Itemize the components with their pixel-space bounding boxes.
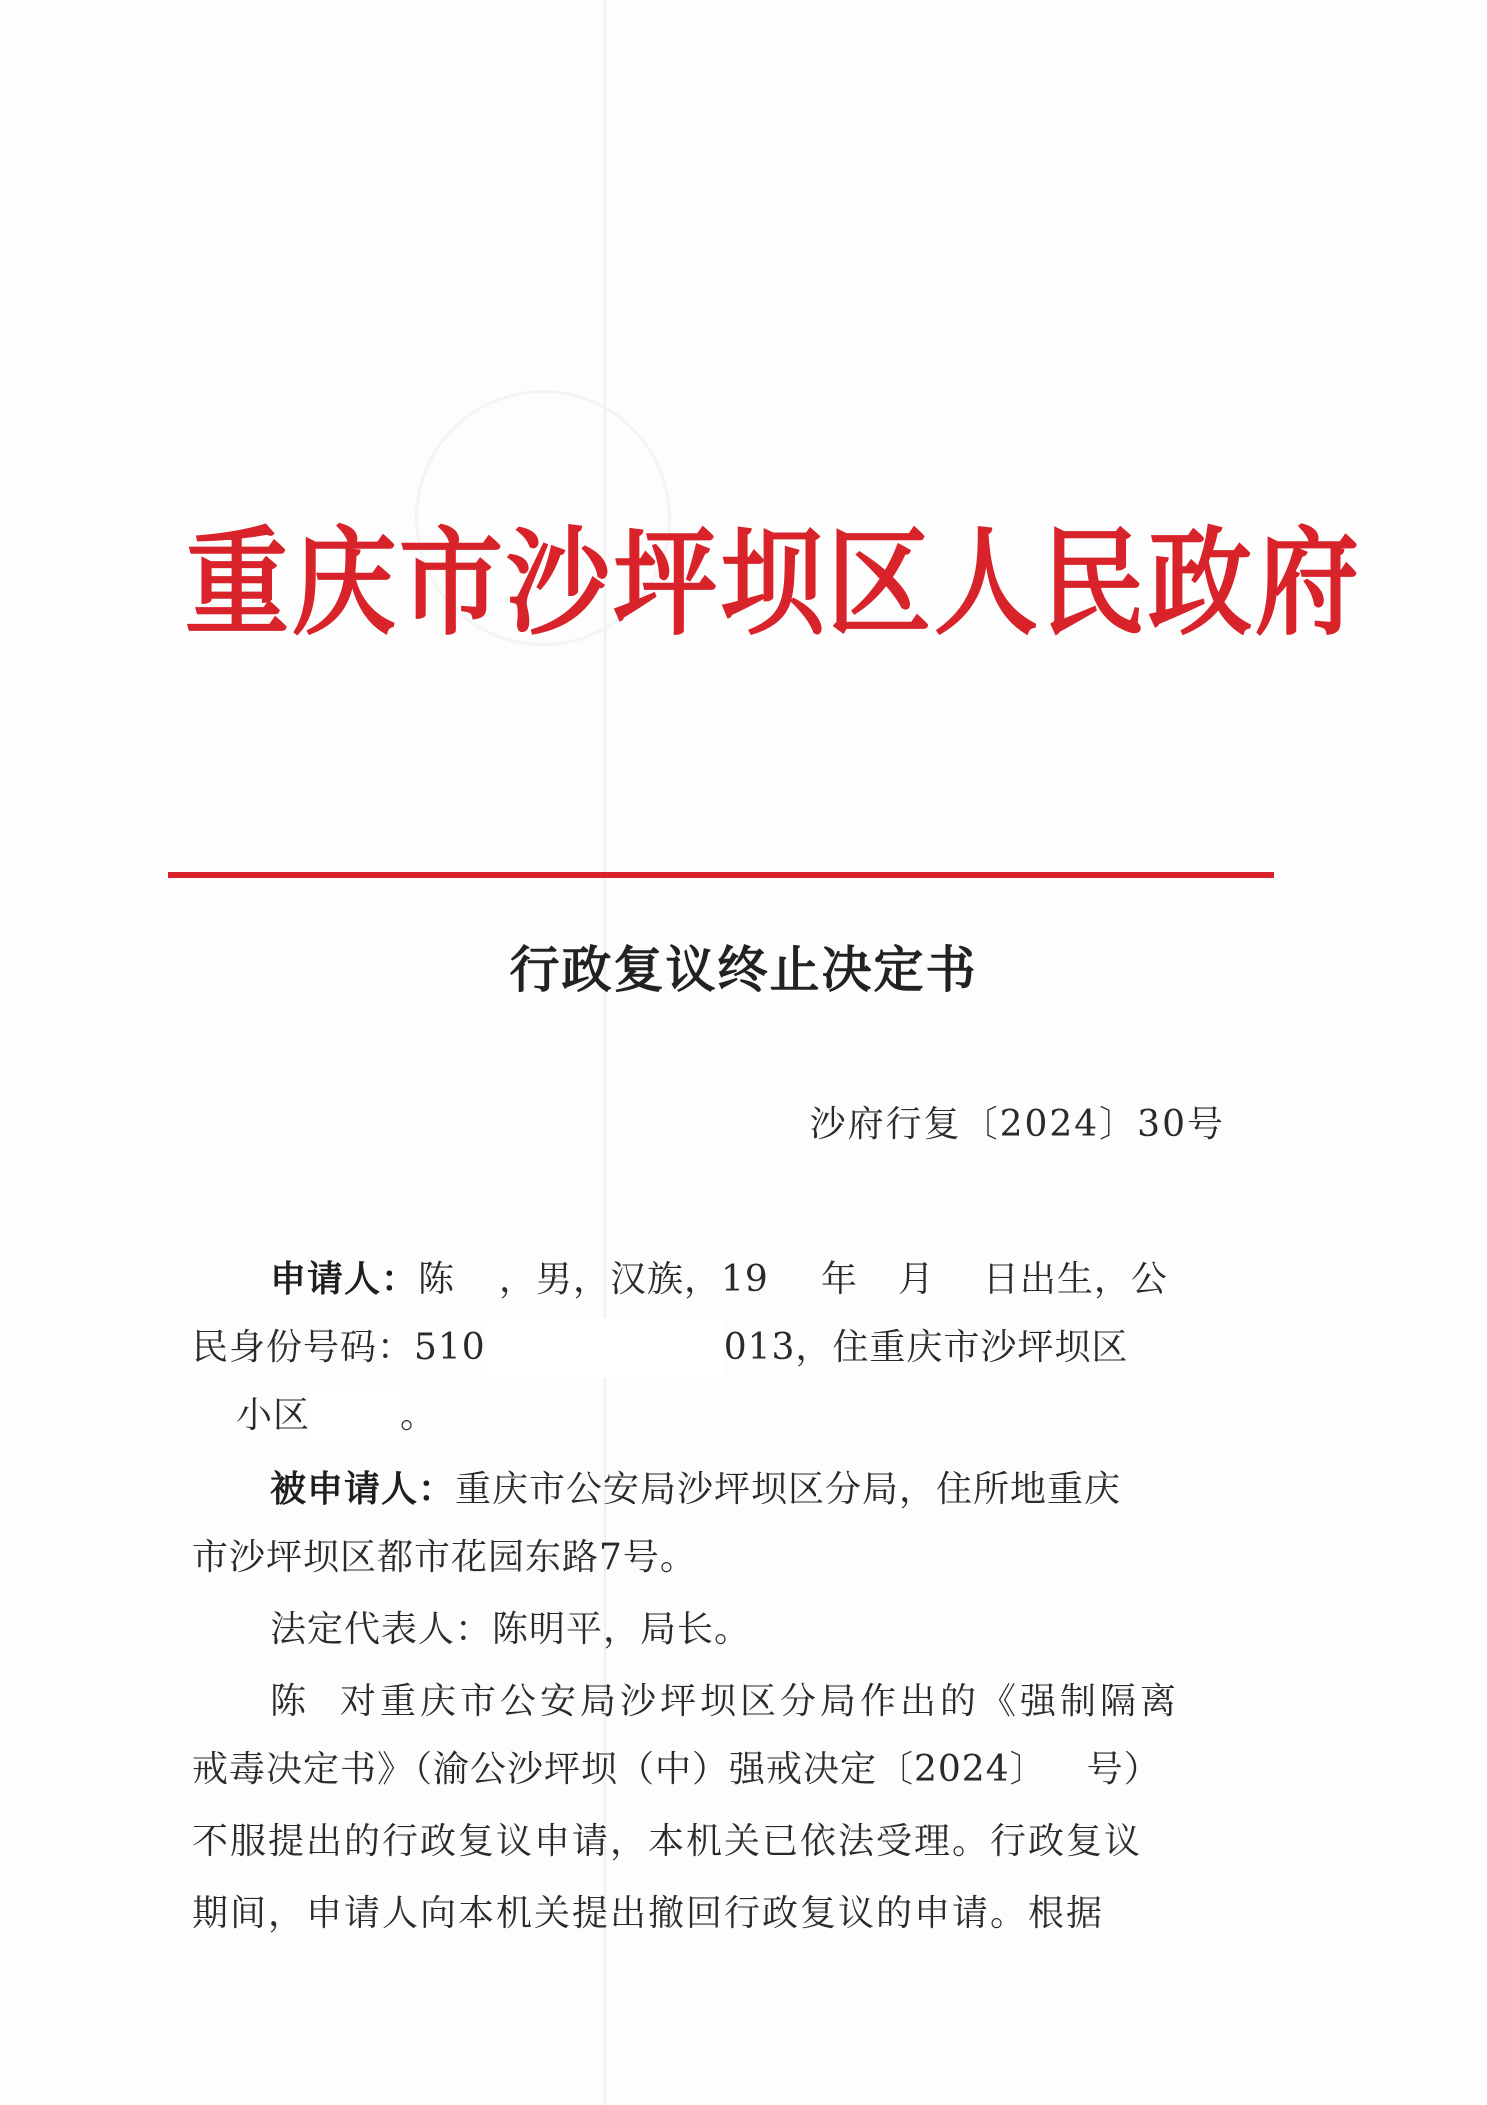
- document-number: 沙府行复〔2024〕30号: [809, 1104, 1225, 1145]
- letterhead-issuer: 重庆市沙坪坝区人民政府: [185, 513, 1363, 652]
- respondent-line-2: 市沙坪坝区都市花园东路7号。: [192, 1537, 697, 1578]
- body-line-3: 不服提出的行政复议申请，本机关已依法受理。行政复议: [192, 1821, 1143, 1862]
- letterhead-red-rule: [168, 872, 1274, 878]
- applicant-label: 申请人：: [270, 1259, 419, 1300]
- legal-representative: 法定代表人：陈明平，局长。: [270, 1609, 752, 1650]
- redaction-block: [486, 1318, 724, 1378]
- body-line-4: 期间，申请人向本机关提出撤回行政复议的申请。根据: [192, 1893, 1105, 1934]
- respondent-line-1: 被申请人：重庆市公安局沙坪坝区分局，住所地重庆: [270, 1469, 1122, 1510]
- applicant-line-2: 民身份号码：510 013，住重庆市沙坪坝区: [192, 1318, 1128, 1378]
- body-line-2: 戒毒决定书》（渝公沙坪坝（中）强戒决定〔2024〕 号）: [192, 1749, 1161, 1790]
- applicant-line-1: 申请人：陈 ，男，汉族，19 年 月 日出生，公: [270, 1259, 1168, 1300]
- applicant-line-3: 小区 。: [192, 1386, 437, 1446]
- document-title: 行政复议终止决定书: [509, 940, 978, 999]
- redaction-block: [310, 1386, 400, 1446]
- body-line-1: 陈 对重庆市公安局沙坪坝区分局作出的《强制隔离: [270, 1681, 1181, 1722]
- respondent-label: 被申请人：: [270, 1469, 456, 1510]
